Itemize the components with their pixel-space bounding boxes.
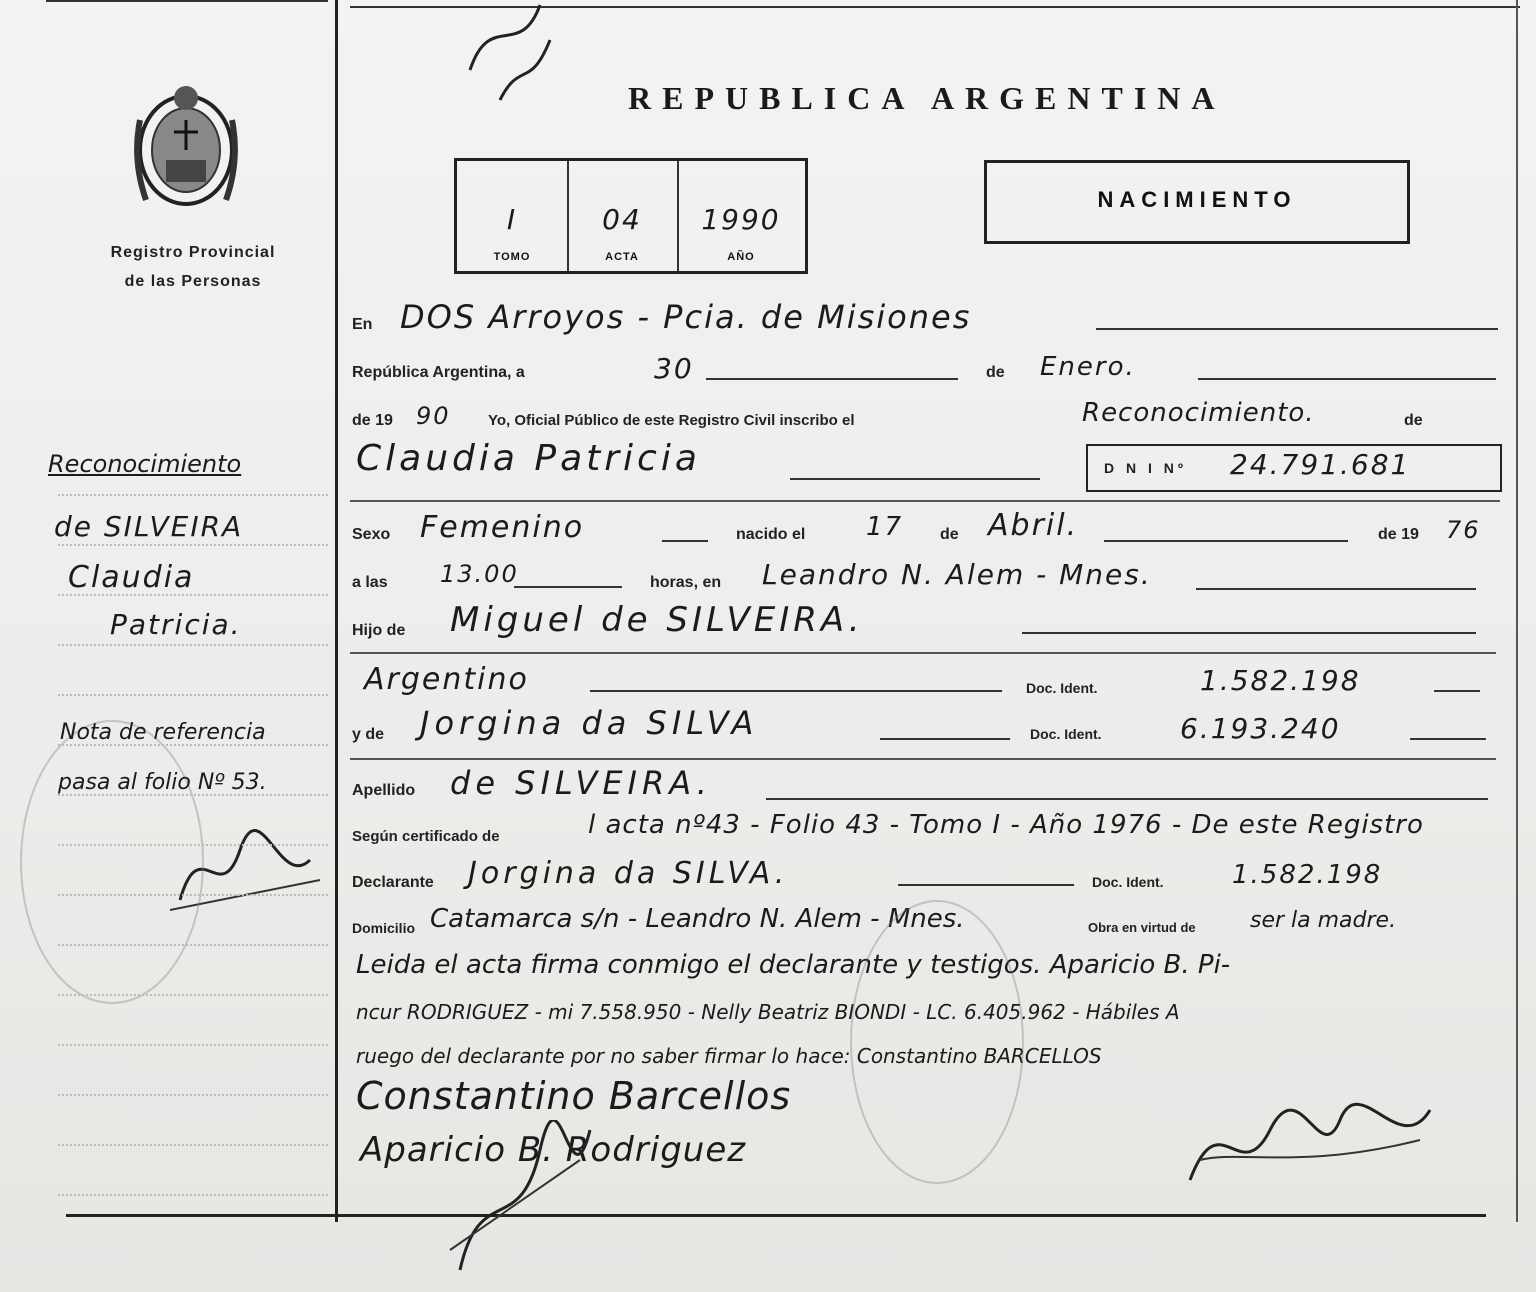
ano-cell <box>677 161 805 271</box>
declarant-label: Declarante <box>352 874 434 891</box>
year-prefix-label: de 19 <box>352 412 393 429</box>
registry-name-line2: de las Personas <box>124 273 262 290</box>
acta-label: ACTA <box>605 251 639 263</box>
margin-note-1: Nota de referencia <box>60 720 266 745</box>
born-de-label: de <box>940 526 959 543</box>
officer-text: Yo, Oficial Público de este Registro Civil inscribo el <box>488 412 855 429</box>
born-fill-line <box>1104 540 1348 542</box>
surname-fill-line <box>766 798 1488 800</box>
top-signature-scribble <box>460 0 570 120</box>
signature-aparicio: Aparicio B. Rodriguez <box>360 1130 747 1170</box>
registry-name-line1: Registro Provincial <box>110 244 276 261</box>
section-rule-2 <box>350 652 1496 654</box>
day-value: 30 <box>654 352 694 385</box>
mother-doc-value: 6.193.240 <box>1180 712 1341 745</box>
act-type-de-label: de <box>1404 412 1423 429</box>
surname-label: Apellido <box>352 782 416 799</box>
mother-doc-label: Doc. Ident. <box>1030 726 1102 742</box>
tomo-value: I <box>506 203 518 236</box>
margin-rule <box>58 1144 328 1146</box>
margin-note-2: pasa al folio Nº 53. <box>58 770 267 795</box>
hour-label: a las <box>352 574 388 591</box>
record-type-box <box>984 160 1410 244</box>
address-value: Catamarca s/n - Leandro N. Alem - Mnes. <box>430 904 965 934</box>
month-value: Enero. <box>1040 352 1136 382</box>
margin-rule <box>58 594 328 596</box>
address-label: Domicilio <box>352 920 416 936</box>
address-tail-print: Obra en virtud de <box>1088 920 1196 935</box>
sex-fill-line <box>662 540 708 542</box>
hour-fill-line <box>514 586 622 588</box>
section-rule-1 <box>350 500 1500 502</box>
acta-value: 04 <box>602 203 642 236</box>
ano-value: 1990 <box>701 203 781 236</box>
mother-value: Jorgina da SILVA <box>420 704 759 742</box>
margin-rule <box>58 744 328 746</box>
born-year-value: 76 <box>1446 516 1481 544</box>
declarant-doc-value: 1.582.198 <box>1232 860 1383 890</box>
place-fill-line <box>1096 328 1498 330</box>
mother-label: y de <box>352 726 385 743</box>
declarant-value: Jorgina da SILVA. <box>468 856 789 891</box>
name-value: Claudia Patricia <box>356 438 701 479</box>
signature-constantino: Constantino Barcellos <box>356 1074 792 1118</box>
father-doc-label: Doc. Ident. <box>1026 680 1098 696</box>
mother-fill-line <box>880 738 1010 740</box>
day-fill-line <box>706 378 958 380</box>
place2-fill-line <box>1196 588 1476 590</box>
mother-doc-fill-line <box>1410 738 1486 740</box>
ano-label: AÑO <box>727 251 755 263</box>
notes-line-1: Leida el acta firma conmigo el declarante y testigos. Aparicio B. Pi- <box>356 950 1231 980</box>
month-fill-line <box>1198 378 1496 380</box>
dni-box <box>1086 444 1502 492</box>
sex-label: Sexo <box>352 526 391 543</box>
act-type-value: Reconocimiento. <box>1082 398 1315 428</box>
declarant-doc-label: Doc. Ident. <box>1092 874 1164 890</box>
born-year-label: de 19 <box>1378 526 1419 543</box>
country-date-label: República Argentina, a <box>352 364 525 381</box>
margin-heading: Reconocimiento <box>48 450 242 478</box>
margin-rule <box>58 694 328 696</box>
officer-signature-scribble <box>1180 1090 1440 1200</box>
margin-rule <box>58 544 328 546</box>
place2-label: horas, en <box>650 574 722 591</box>
father-value: Miguel de SILVEIRA. <box>450 600 864 640</box>
margin-rule <box>58 944 328 946</box>
margin-rule <box>58 494 328 496</box>
margin-line-3: Claudia <box>68 560 195 595</box>
record-number-box <box>454 158 808 274</box>
margin-rule <box>58 994 328 996</box>
dni-label: D N I Nº <box>1104 460 1188 476</box>
certificate-label: Según certificado de <box>352 828 500 845</box>
declarant-fill-line <box>898 884 1074 886</box>
month-de-label: de <box>986 364 1005 381</box>
father-nationality-value: Argentino <box>364 662 529 697</box>
margin-rule <box>58 794 328 796</box>
margin-rule <box>58 894 328 896</box>
father-doc-fill-line <box>1434 690 1480 692</box>
hour-value: 13.00 <box>440 560 519 588</box>
address-tail-hand: ser la madre. <box>1250 908 1397 933</box>
born-month-value: Abril. <box>988 508 1079 543</box>
certificate-value: l acta nº43 - Folio 43 - Tomo I - Año 1976 - De este Registro <box>588 810 1424 840</box>
faint-round-stamp <box>850 900 1024 1184</box>
bottom-rule <box>66 1214 1486 1217</box>
notes-line-2: ncur RODRIGUEZ - mi 7.558.950 - Nelly Beatriz BIONDI - LC. 6.405.962 - Hábiles A <box>356 1000 1180 1024</box>
place2-value: Leandro N. Alem - Mnes. <box>762 558 1152 591</box>
notes-line-3: ruego del declarante por no saber firmar lo hace: Constantino BARCELLOS <box>356 1044 1102 1068</box>
tomo-cell <box>457 161 569 271</box>
margin-rule <box>58 644 328 646</box>
place-label: En <box>352 316 373 333</box>
father-doc-value: 1.582.198 <box>1200 664 1361 697</box>
country-title: REPUBLICA ARGENTINA <box>628 80 1226 116</box>
nationality-fill-line <box>590 690 1002 692</box>
margin-rule <box>58 1194 328 1196</box>
son-label: Hijo de <box>352 622 406 639</box>
faint-margin-stamp <box>20 720 204 1004</box>
year-suffix: 90 <box>416 402 451 430</box>
record-type: NACIMIENTO <box>1097 187 1297 212</box>
place-value: DOS Arroyos - Pcia. de Misiones <box>400 298 972 336</box>
surname-value: de SILVEIRA. <box>450 764 712 802</box>
father-fill-line <box>1022 632 1476 634</box>
margin-rule <box>58 1094 328 1096</box>
witness-signature-scribble <box>440 1120 600 1280</box>
margin-line-2: de SILVEIRA <box>54 510 244 543</box>
top-rule-left <box>46 0 328 2</box>
dni-value: 24.791.681 <box>1230 448 1411 481</box>
margin-rule <box>58 1044 328 1046</box>
born-day-value: 17 <box>866 512 904 542</box>
acta-cell <box>567 161 679 271</box>
coat-of-arms-seal <box>126 80 246 215</box>
right-border <box>1516 0 1518 1222</box>
margin-rule <box>58 844 328 846</box>
section-rule-3 <box>350 758 1496 760</box>
name-fill-line <box>790 478 1040 480</box>
margin-line-4: Patricia. <box>110 608 242 641</box>
tomo-label: TOMO <box>493 251 531 263</box>
margin-divider <box>335 0 338 1222</box>
sex-value: Femenino <box>420 510 585 545</box>
born-label: nacido el <box>736 526 806 543</box>
